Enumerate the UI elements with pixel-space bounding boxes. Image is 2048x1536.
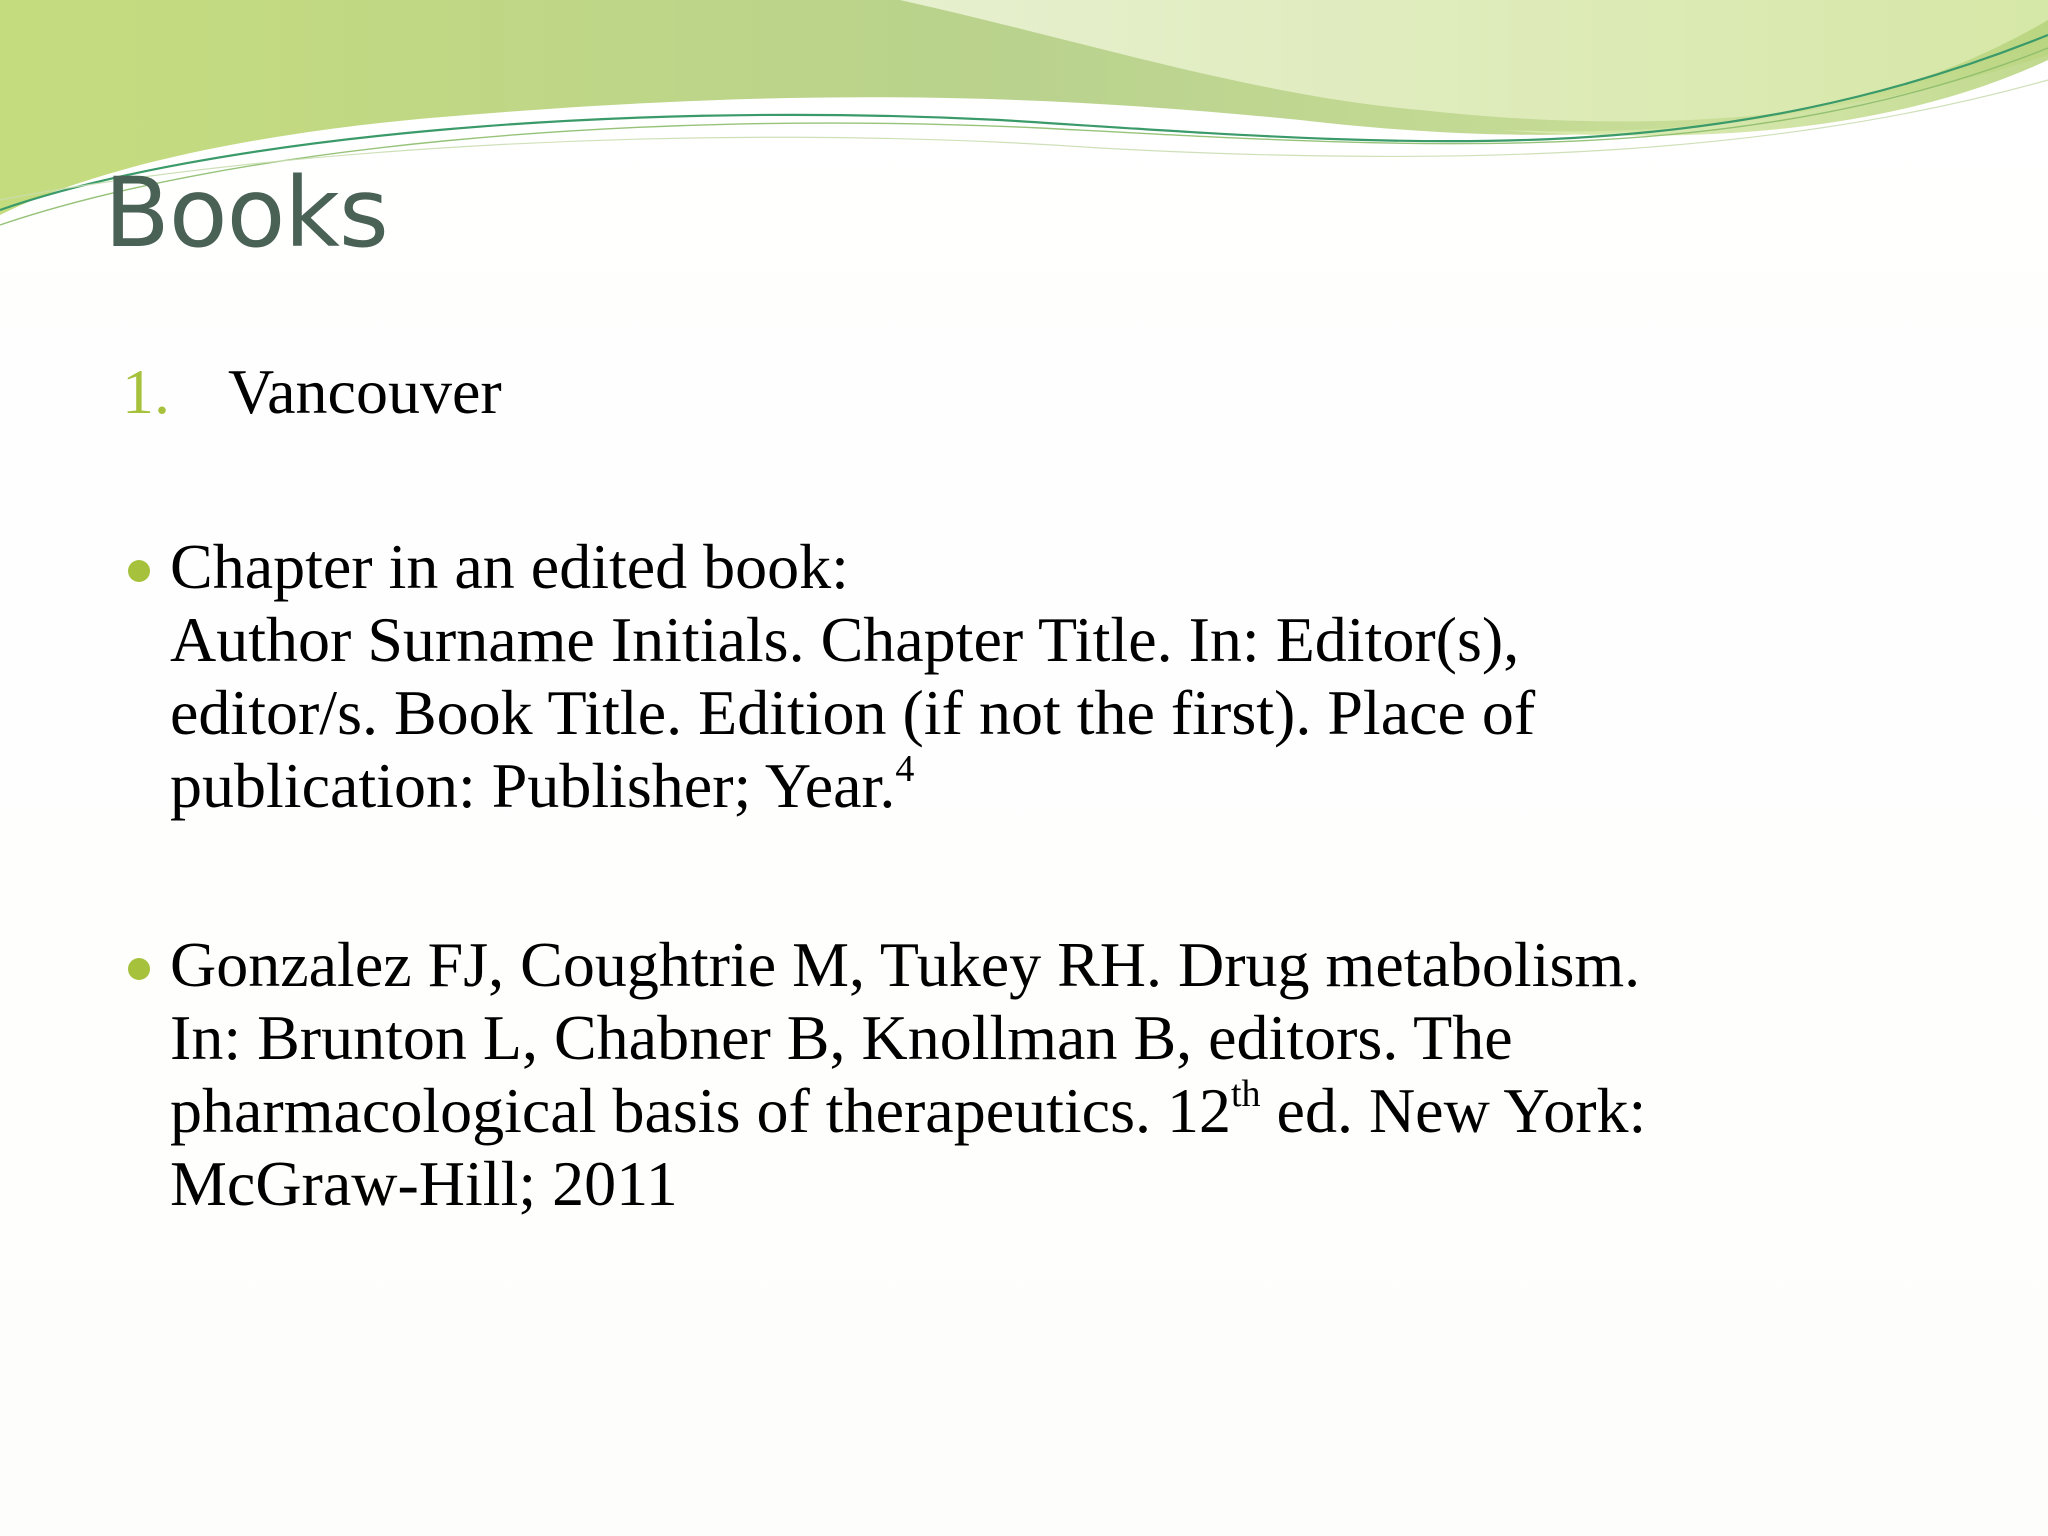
text-fragment: pharmacological basis of therapeutics. 12	[170, 1075, 1231, 1146]
bullet-example-reference	[120, 928, 1940, 1220]
text-line: editor/s. Book Title. Edition (if not the first). Place of	[170, 677, 1536, 748]
text-line: Author Surname Initials. Chapter Title. In: Editor(s),	[170, 604, 1520, 675]
text-fragment: ed. New York:	[1260, 1075, 1647, 1146]
slide-content	[120, 352, 1940, 1220]
superscript-ordinal: th	[1230, 1073, 1261, 1115]
slide-title: Books	[104, 157, 388, 269]
numbered-item	[120, 352, 1940, 440]
text-line: McGraw-Hill; 2011	[170, 1148, 678, 1219]
text-line: Chapter in an edited book:	[170, 531, 849, 602]
bullet-dot-icon	[128, 958, 150, 980]
list-item-label: Vancouver	[228, 356, 502, 427]
text-line	[170, 1074, 1940, 1147]
bullet-dot-icon	[128, 560, 150, 582]
text-fragment: publication: Publisher; Year.	[170, 750, 896, 821]
text-line	[170, 749, 1940, 822]
text-line: Gonzalez FJ, Coughtrie M, Tukey RH. Drug metabolism.	[170, 929, 1641, 1000]
bullet-chapter-format	[120, 530, 1940, 822]
list-number: 1.	[122, 356, 170, 427]
text-line: In: Brunton L, Chabner B, Knollman B, editors. The	[170, 1002, 1513, 1073]
footnote-reference: 4	[895, 748, 915, 790]
